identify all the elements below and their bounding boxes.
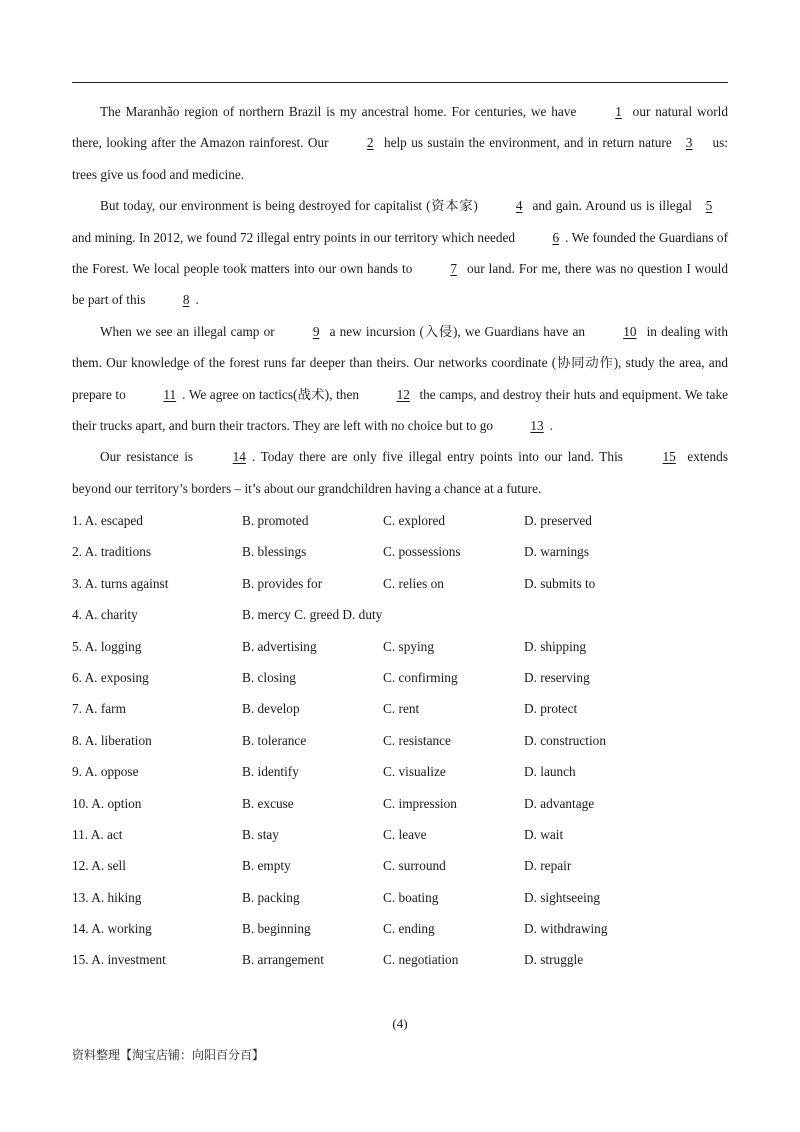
blank-5: 5 <box>705 198 713 214</box>
question-row-7 <box>72 693 728 724</box>
passage-paragraph-2: But today, our environment is being destroyed for capitalist (资本家) 4 and gain. Around us is illegal 5 and mining. In 2012, we found 72 illegal entry points in our territory which needed 6 . We founded the Guardians of the Forest. We local people took matters into our own hands to 7 our land. For me, there was no question I would be part of this 8 . <box>72 190 728 316</box>
option-b: B. advertising <box>242 638 317 654</box>
option-a: 11. A. act <box>72 826 123 842</box>
option-d: D. sightseeing <box>524 889 601 905</box>
option-d: D. withdrawing <box>524 921 608 937</box>
blank-6: 6 <box>552 229 560 245</box>
option-a: 5. A. logging <box>72 638 142 654</box>
option-a: 12. A. sell <box>72 858 126 874</box>
question-row-4 <box>72 599 728 630</box>
page-number: (4) <box>392 1016 408 1031</box>
option-d: D. shipping <box>524 638 587 654</box>
question-row-2 <box>72 536 728 567</box>
option-a: 7. A. farm <box>72 701 126 717</box>
blank-4: 4 <box>515 198 523 214</box>
option-a: 6. A. exposing <box>72 669 149 685</box>
option-d: D. struggle <box>524 952 584 968</box>
option-a: 10. A. option <box>72 795 142 811</box>
question-row-5 <box>72 631 728 662</box>
option-d: D. submits to <box>524 575 596 591</box>
option-c: C. boating <box>383 889 439 905</box>
option-a: 4. A. charity <box>72 607 138 623</box>
option-d: D. construction <box>524 732 606 748</box>
option-a: 14. A. working <box>72 921 152 937</box>
question-row-14 <box>72 913 728 944</box>
option-b: B. provides for <box>242 575 323 591</box>
option-d: D. preserved <box>524 513 592 528</box>
blank-1: 1 <box>615 104 622 119</box>
option-c: C. possessions <box>383 544 461 560</box>
option-c: C. confirming <box>383 669 458 685</box>
option-a: 15. A. investment <box>72 952 166 968</box>
passage-paragraph-1: The Maranhão region of northern Brazil is my ancestral home. For centuries, we have 1 our natural world there, looking after the Amazon rainforest. Our 2 help us sustain the environment, and in return nature 3 us: trees give us food and medicine. <box>72 96 728 190</box>
option-b: B. identify <box>242 764 299 780</box>
option-c: C. spying <box>383 638 434 654</box>
option-d: D. launch <box>524 764 576 780</box>
blank-9: 9 <box>312 323 320 339</box>
blank-8: 8 <box>182 292 190 308</box>
option-b: B. promoted <box>242 513 309 528</box>
blank-15: 15 <box>662 449 676 465</box>
option-c: C. surround <box>383 858 446 874</box>
option-c: C. rent <box>383 701 420 717</box>
option-d: D. warnings <box>524 544 589 560</box>
option-b: B. empty <box>242 858 291 874</box>
option-d: D. wait <box>524 826 564 842</box>
option-d: D. repair <box>524 858 572 874</box>
option-a: 8. A. liberation <box>72 732 152 748</box>
blank-14: 14 <box>232 449 246 465</box>
option-a: 1. A. escaped <box>72 513 143 528</box>
option-d: D. reserving <box>524 669 590 685</box>
blank-2: 2 <box>366 135 374 151</box>
option-a: 9. A. oppose <box>72 764 139 780</box>
option-b: B. stay <box>242 826 279 842</box>
option-c: C. impression <box>383 795 457 811</box>
option-b: B. packing <box>242 889 300 905</box>
option-c: C. resistance <box>383 732 451 748</box>
option-a: 2. A. traditions <box>72 544 152 560</box>
option-b: B. beginning <box>242 921 311 937</box>
question-row-13 <box>72 882 728 913</box>
option-c: C. visualize <box>383 764 446 780</box>
question-row-15 <box>72 944 728 975</box>
question-row-9 <box>72 756 728 787</box>
blank-11: 11 <box>163 386 177 402</box>
option-b: B. blessings <box>242 544 307 560</box>
options-b-c-d: B. mercy C. greed D. duty <box>242 607 383 623</box>
option-c: C. relies on <box>383 575 444 591</box>
option-a: 3. A. turns against <box>72 575 169 591</box>
option-b: B. arrangement <box>242 952 324 968</box>
option-c: C. ending <box>383 921 435 937</box>
cloze-passage <box>72 96 728 504</box>
question-row-8 <box>72 725 728 756</box>
question-row-11 <box>72 819 728 850</box>
option-b: B. tolerance <box>242 732 307 748</box>
header-divider <box>72 82 728 83</box>
blank-12: 12 <box>396 386 410 402</box>
option-b: B. develop <box>242 701 300 717</box>
option-c: C. leave <box>383 826 427 842</box>
question-row-1 <box>72 505 728 536</box>
option-d: D. advantage <box>524 795 595 811</box>
option-d: D. protect <box>524 701 578 717</box>
question-row-10 <box>72 788 728 819</box>
answer-options <box>72 505 728 976</box>
passage-paragraph-3: When we see an illegal camp or 9 a new incursion (入侵), we Guardians have an 10 in dealing with them. Our knowledge of the forest runs far deeper than theirs. Our networks coordinate (协同动作), study the area, and prepare to 11 . We agree on tactics(战术), then 12 the camps, and destroy their huts and equipment. We take their trucks apart, and burn their tractors. They are left with no choice but to go 13 . <box>72 316 728 442</box>
option-c: C. explored <box>383 513 446 528</box>
question-row-6 <box>72 662 728 693</box>
option-c: C. negotiation <box>383 952 459 968</box>
footer-note: 资料整理【淘宝店铺：向阳百分百】 <box>72 1048 265 1062</box>
option-b: B. excuse <box>242 795 294 811</box>
option-a: 13. A. hiking <box>72 889 142 905</box>
passage-paragraph-4: Our resistance is 14 . Today there are only five illegal entry points into our land. This 15 extends beyond our territory’s borders – it’s about our grandchildren having a chance at a future. <box>72 441 728 504</box>
question-row-3 <box>72 568 728 599</box>
blank-3: 3 <box>685 135 693 151</box>
blank-10: 10 <box>623 323 637 339</box>
option-b: B. closing <box>242 669 296 685</box>
blank-13: 13 <box>530 418 544 434</box>
blank-7: 7 <box>450 261 458 277</box>
question-row-12 <box>72 850 728 881</box>
